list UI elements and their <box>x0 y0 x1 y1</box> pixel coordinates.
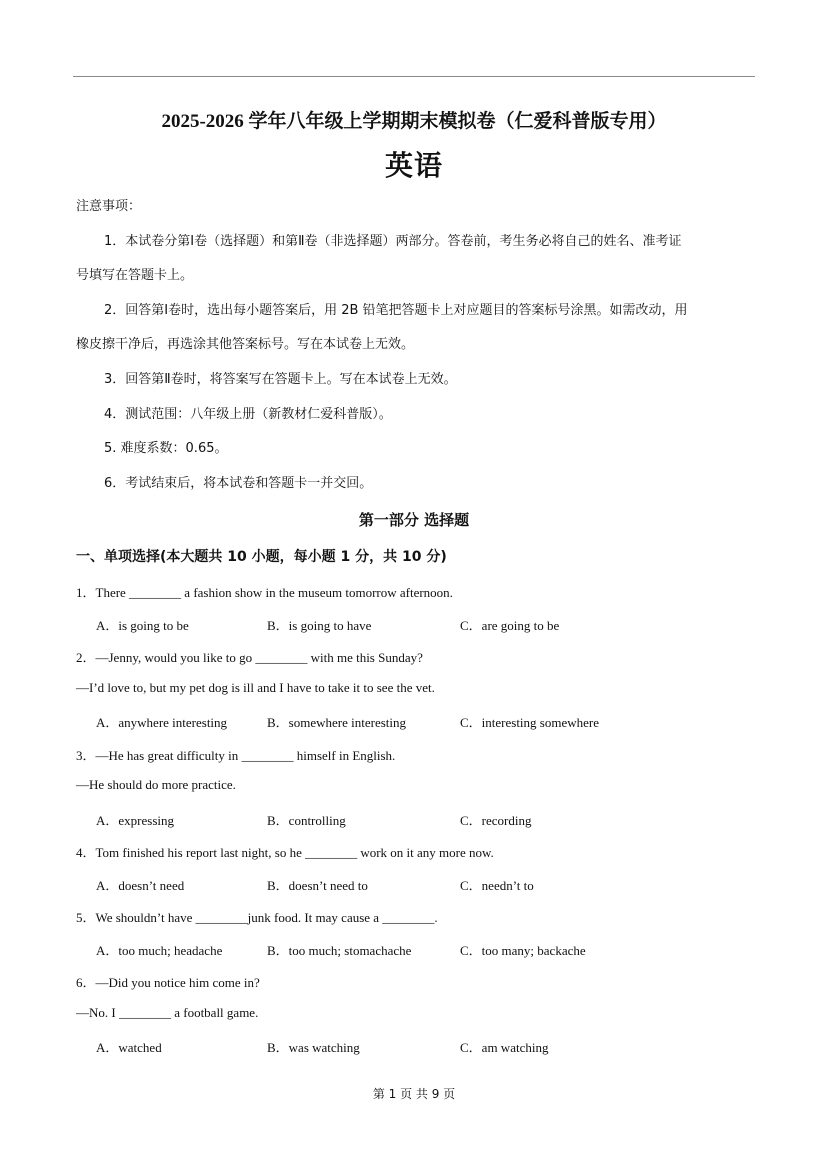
note-item-4: 4．测试范围：八年级上册（新教材仁爱科普版）。 <box>104 407 392 422</box>
question-6-stem: 6．—Did you notice him come in? <box>76 975 260 990</box>
question-1-option-a: A．is going to be <box>96 618 189 633</box>
note-item-6: 6．考试结束后，将本试卷和答题卡一并交回。 <box>104 476 373 491</box>
page-footer: 第 1 页 共 9 页 <box>372 1087 456 1101</box>
question-2-stem: 2．—Jenny, would you like to go ________ with me this Sunday? <box>76 650 423 665</box>
header-rule <box>73 76 755 77</box>
question-4-option-c: C．needn’t to <box>460 878 534 893</box>
part-heading: 一、单项选择(本大题共 10 小题，每小题 1 分，共 10 分) <box>76 549 447 565</box>
question-6-option-a: A．watched <box>96 1040 162 1055</box>
note-item-5: 5. 难度系数：0.65。 <box>104 441 228 456</box>
exam-title: 2025-2026 学年八年级上学期期末模拟卷（仁爱科普版专用） <box>161 111 667 132</box>
notes-label: 注意事项： <box>76 199 142 214</box>
question-2-response: —I’d love to, but my pet dog is ill and I have to take it to see the vet. <box>76 680 435 695</box>
note-item-3: 3．回答第Ⅱ卷时，将答案写在答题卡上。写在本试卷上无效。 <box>104 372 457 387</box>
question-3-stem: 3．—He has great difficulty in ________ himself in English. <box>76 748 396 763</box>
question-2-option-a: A．anywhere interesting <box>96 715 228 730</box>
question-2-option-c: C．interesting somewhere <box>460 715 599 730</box>
question-5-option-b: B．too much; stomachache <box>267 943 412 958</box>
question-3-option-c: C．recording <box>460 813 532 828</box>
note-item-1-cont: 号填写在答题卡上。 <box>76 268 194 283</box>
question-6-response: —No. I ________ a football game. <box>76 1005 259 1020</box>
question-1-option-b: B．is going to have <box>267 618 372 633</box>
question-5-option-c: C．too many; backache <box>460 943 586 958</box>
question-6-option-c: C．am watching <box>460 1040 549 1055</box>
section-title: 第一部分 选择题 <box>358 511 470 529</box>
question-5-stem: 5．We shouldn’t have ________junk food. It may cause a ________. <box>76 910 438 925</box>
question-3-option-b: B．controlling <box>267 813 346 828</box>
note-item-2: 2．回答第Ⅰ卷时，选出每小题答案后，用 2B 铅笔把答题卡上对应题目的答案标号涂黑。如需改动，用 <box>104 303 688 318</box>
question-1-stem: 1．There ________ a fashion show in the museum tomorrow afternoon. <box>76 585 453 600</box>
note-item-1: 1．本试卷分第Ⅰ卷（选择题）和第Ⅱ卷（非选择题）两部分。答卷前，考生务必将自己的姓名、准考证 <box>104 234 682 249</box>
question-5-option-a: A．too much; headache <box>96 943 223 958</box>
question-2-option-b: B．somewhere interesting <box>267 715 406 730</box>
question-6-option-b: B．was watching <box>267 1040 360 1055</box>
question-4-option-b: B．doesn’t need to <box>267 878 368 893</box>
question-4-option-a: A．doesn’t need <box>96 878 185 893</box>
question-3-response: —He should do more practice. <box>76 777 236 792</box>
question-3-option-a: A．expressing <box>96 813 174 828</box>
note-item-2-cont: 橡皮擦干净后，再选涂其他答案标号。写在本试卷上无效。 <box>76 337 415 352</box>
question-1-option-c: C．are going to be <box>460 618 560 633</box>
question-4-stem: 4．Tom finished his report last night, so he ________ work on it any more now. <box>76 845 494 860</box>
exam-subject: 英语 <box>384 149 443 182</box>
